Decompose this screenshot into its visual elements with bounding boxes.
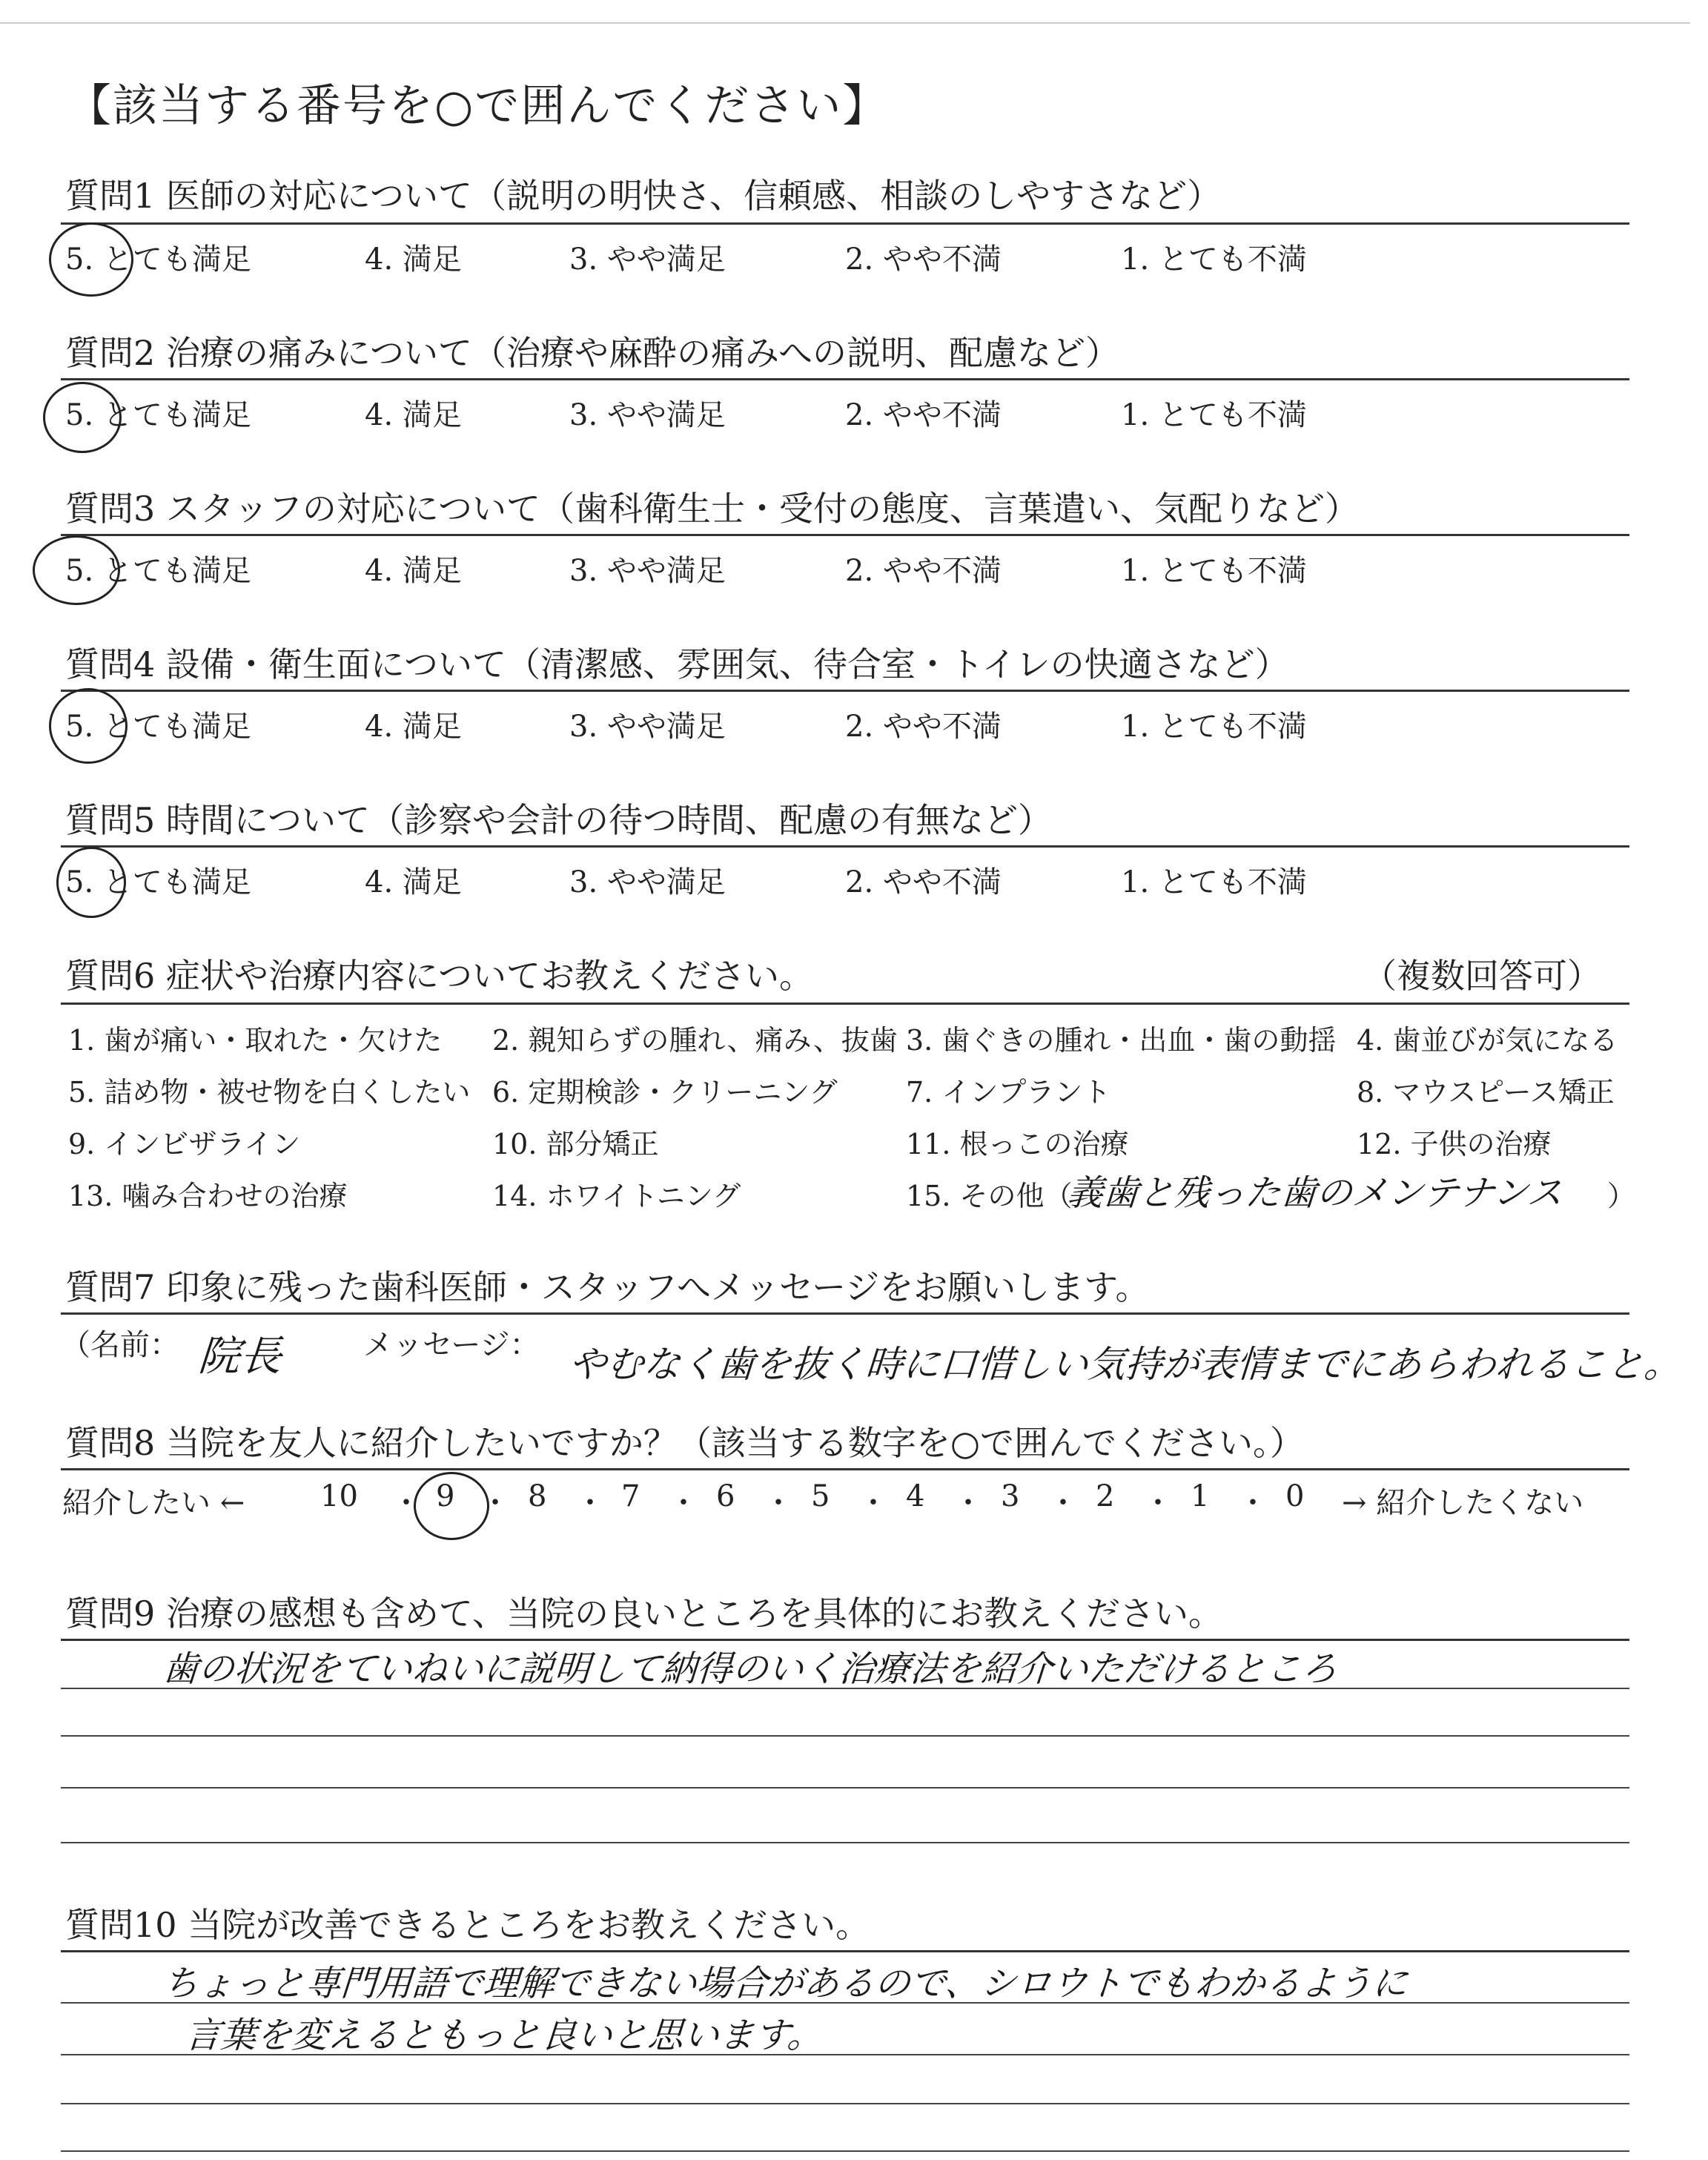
scale-1[interactable]: 1 <box>1191 1479 1210 1513</box>
symptom-option[interactable]: 10. 部分矯正 <box>492 1128 659 1160</box>
rating-option-3[interactable]: 3. やや満足 <box>569 242 726 277</box>
good-points-handwritten[interactable]: 歯の状況をていねいに説明して納得のいく治療法を紹介いただけるところ <box>161 1648 1339 1690</box>
divider <box>61 1468 1629 1470</box>
recommend-right-label: → 紹介したくない <box>1342 1486 1584 1520</box>
rating-option-2[interactable]: 2. やや不満 <box>845 398 1002 432</box>
recommend-left-label: 紹介したい ← <box>62 1486 245 1520</box>
scale-dot: ・ <box>1238 1486 1268 1520</box>
improvement-handwritten-line1[interactable]: ちょっと専門用語で理解できない場合があるので、シロウトでもわかるように <box>161 1963 1409 2004</box>
page-top-edge <box>0 22 1690 24</box>
symptom-option[interactable]: 13. 噛み合わせの治療 <box>68 1180 348 1212</box>
selection-circle <box>49 688 128 764</box>
symptom-option[interactable]: 6. 定期検診・クリーニング <box>492 1076 838 1109</box>
rating-option-2[interactable]: 2. やや不満 <box>845 865 1002 899</box>
message-label: メッセージ： <box>363 1328 540 1362</box>
rating-option-3[interactable]: 3. やや満足 <box>569 398 726 432</box>
symptom-option[interactable]: 14. ホワイトニング <box>492 1180 741 1212</box>
answer-line <box>61 1787 1629 1789</box>
form-title: 【該当する番号を○で囲んでください】 <box>67 80 889 132</box>
answer-line <box>61 2150 1629 2152</box>
divider <box>61 1003 1629 1005</box>
rating-option-2[interactable]: 2. やや不満 <box>845 710 1002 744</box>
rating-option-4[interactable]: 4. 満足 <box>365 242 462 277</box>
scale-8[interactable]: 8 <box>528 1479 547 1513</box>
rating-option-5[interactable]: 5. とても満足 <box>65 398 251 432</box>
selection-circle <box>43 382 122 453</box>
symptom-option[interactable]: 11. 根っこの治療 <box>906 1128 1129 1160</box>
scale-dot: ・ <box>480 1486 510 1520</box>
answer-line <box>61 2002 1629 2004</box>
divider <box>61 690 1629 692</box>
answer-line <box>61 1688 1629 1689</box>
scale-5[interactable]: 5 <box>811 1479 830 1513</box>
multi-answer-note: （複数回答可） <box>1363 956 1601 996</box>
scale-3[interactable]: 3 <box>1001 1479 1020 1513</box>
scale-dot: ・ <box>764 1486 793 1520</box>
rating-option-1[interactable]: 1. とても不満 <box>1121 865 1307 899</box>
answer-line <box>61 2103 1629 2104</box>
answer-line <box>61 1735 1629 1737</box>
question-label: 質問4 設備・衛生面について（清潔感、雰囲気、待合室・トイレの快適さなど） <box>65 644 1289 684</box>
divider <box>61 845 1629 848</box>
name-label: （名前： <box>61 1328 179 1362</box>
scale-4[interactable]: 4 <box>906 1479 925 1513</box>
rating-option-1[interactable]: 1. とても不満 <box>1121 242 1307 277</box>
divider <box>61 1312 1629 1315</box>
question-label: 質問7 印象に残った歯科医師・スタッフへメッセージをお願いします。 <box>65 1267 1150 1307</box>
symptom-option[interactable]: 5. 詰め物・被せ物を白くしたい <box>68 1076 471 1109</box>
rating-option-3[interactable]: 3. やや満足 <box>569 865 726 899</box>
selection-circle <box>56 847 126 918</box>
selection-circle <box>49 222 133 297</box>
rating-option-5[interactable]: 5. とても満足 <box>65 710 251 744</box>
question-label: 質問3 スタッフの対応について（歯科衛生士・受付の態度、言葉遣い、気配りなど） <box>65 489 1359 529</box>
rating-option-5[interactable]: 5. とても満足 <box>65 242 251 277</box>
divider <box>61 1950 1629 1952</box>
symptom-option[interactable]: 12. 子供の治療 <box>1357 1128 1552 1160</box>
symptom-option[interactable]: 2. 親知らずの腫れ、痛み、抜歯 <box>492 1024 898 1057</box>
rating-option-4[interactable]: 4. 満足 <box>365 554 462 588</box>
rating-option-4[interactable]: 4. 満足 <box>365 398 462 432</box>
question-label: 質問6 症状や治療内容についてお教えください。 <box>65 956 813 996</box>
symptom-option[interactable]: 9. インビザライン <box>68 1128 301 1160</box>
name-handwritten[interactable]: 院長 <box>196 1332 283 1381</box>
question-label: 質問8 当院を友人に紹介したいですか？（該当する数字を○で囲んでください。） <box>65 1423 1305 1463</box>
symptom-option[interactable]: 4. 歯並びが気になる <box>1357 1024 1618 1057</box>
scale-dot: ・ <box>953 1486 983 1520</box>
question-label: 質問5 時間について（診察や会計の待つ時間、配慮の有無など） <box>65 800 1052 840</box>
message-handwritten[interactable]: やむなく歯を抜く時に口惜しい気持が表情までにあらわれること。 <box>567 1343 1683 1386</box>
rating-option-1[interactable]: 1. とても不満 <box>1121 554 1307 588</box>
rating-option-4[interactable]: 4. 満足 <box>365 865 462 899</box>
question-label: 質問2 治療の痛みについて（治療や麻酔の痛みへの説明、配慮など） <box>65 333 1120 373</box>
selection-circle <box>414 1472 489 1540</box>
symptom-option[interactable]: 1. 歯が痛い・取れた・欠けた <box>68 1024 443 1057</box>
rating-option-4[interactable]: 4. 満足 <box>365 710 462 744</box>
symptom-option-other[interactable]: 15. その他（ <box>906 1180 1073 1212</box>
scale-dot: ・ <box>1048 1486 1078 1520</box>
rating-option-3[interactable]: 3. やや満足 <box>569 710 726 744</box>
scale-9[interactable]: 9 <box>436 1479 455 1513</box>
scale-dot: ・ <box>391 1486 421 1520</box>
divider <box>61 534 1629 536</box>
symptom-option[interactable]: 7. インプラント <box>906 1076 1111 1109</box>
answer-line <box>61 2054 1629 2055</box>
rating-option-2[interactable]: 2. やや不満 <box>845 554 1002 588</box>
selection-circle <box>33 535 120 605</box>
rating-option-2[interactable]: 2. やや不満 <box>845 242 1002 277</box>
symptom-option[interactable]: 8. マウスピース矯正 <box>1357 1076 1615 1109</box>
question-label: 質問9 治療の感想も含めて、当院の良いところを具体的にお教えください。 <box>65 1593 1222 1634</box>
question-label: 質問10 当院が改善できるところをお教えください。 <box>65 1905 870 1945</box>
scale-2[interactable]: 2 <box>1096 1479 1115 1513</box>
question-label: 質問1 医師の対応について（説明の明快さ、信頼感、相談のしやすさなど） <box>65 176 1222 216</box>
rating-option-1[interactable]: 1. とても不満 <box>1121 398 1307 432</box>
rating-option-3[interactable]: 3. やや満足 <box>569 554 726 588</box>
scale-6[interactable]: 6 <box>716 1479 735 1513</box>
scale-dot: ・ <box>575 1486 605 1520</box>
scale-10[interactable]: 10 <box>320 1479 358 1513</box>
divider <box>61 222 1629 225</box>
rating-option-1[interactable]: 1. とても不満 <box>1121 710 1307 744</box>
other-close-paren: ） <box>1607 1180 1636 1212</box>
answer-line <box>61 1842 1629 1843</box>
scale-dot: ・ <box>1143 1486 1173 1520</box>
scale-7[interactable]: 7 <box>621 1479 640 1513</box>
divider <box>61 378 1629 380</box>
symptom-option[interactable]: 3. 歯ぐきの腫れ・出血・歯の動揺 <box>906 1024 1337 1057</box>
scale-dot: ・ <box>669 1486 698 1520</box>
other-answer-handwritten[interactable]: 義歯と残った歯のメンテナンス <box>1065 1172 1564 1214</box>
scale-dot: ・ <box>858 1486 888 1520</box>
rating-option-5[interactable]: 5. とても満足 <box>65 865 251 899</box>
rating-option-5[interactable]: 5. とても満足 <box>65 554 251 588</box>
improvement-handwritten-line2[interactable]: 言葉を変えるともっと良いと思います。 <box>183 2015 824 2056</box>
scale-0[interactable]: 0 <box>1285 1479 1305 1513</box>
